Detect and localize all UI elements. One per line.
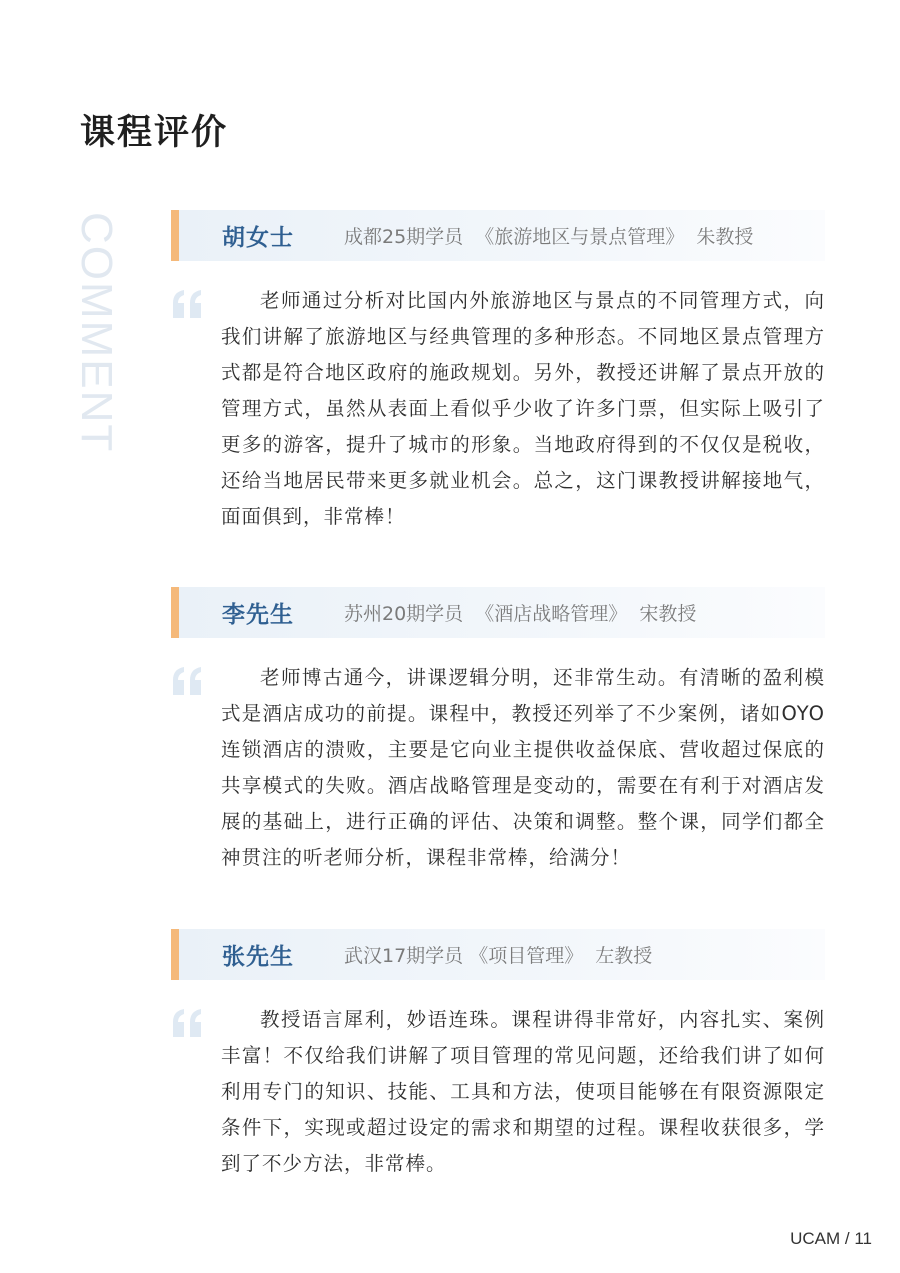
student-name: 胡女士 (222, 225, 294, 251)
comment-body (171, 660, 825, 876)
side-watermark-text: COMMENT (72, 212, 121, 454)
comment-text: 教授语言犀利，妙语连珠。课程讲得非常好，内容扎实、案例丰富！不仅给我们讲解了项目管理的常见问题，还给我们讲了如何利用专门的知识、技能、工具和方法，使项目能够在有限资源限定条件下，实现或超过设定的需求和期望的过程。课程收获很多，学到了不少方法，非常棒。 (221, 1008, 825, 1175)
page-number: UCAM / 11 (790, 1229, 872, 1248)
comment-card (171, 587, 825, 876)
comment-header (171, 929, 825, 980)
comment-card (171, 210, 825, 535)
quote-icon (171, 1008, 205, 1038)
student-course-info: 武汉17期学员 《项目管理》 左教授 (344, 945, 653, 967)
student-course-info: 成都25期学员 《旅游地区与景点管理》 朱教授 (344, 226, 754, 248)
comment-card (171, 929, 825, 1182)
quote-icon (171, 289, 205, 319)
student-name: 张先生 (222, 944, 294, 970)
comment-header (171, 587, 825, 638)
quote-icon (171, 666, 205, 696)
comment-text: 老师通过分析对比国内外旅游地区与景点的不同管理方式，向我们讲解了旅游地区与经典管理的多种形态。不同地区景点管理方式都是符合地区政府的施政规划。另外，教授还讲解了景点开放的管理方式，虽然从表面上看似乎少收了许多门票，但实际上吸引了更多的游客，提升了城市的形象。当地政府得到的不仅仅是税收，还给当地居民带来更多就业机会。总之，这门课教授讲解接地气，面面俱到，非常棒！ (221, 289, 825, 528)
comment-body (171, 1002, 825, 1182)
student-course-info: 苏州20期学员 《酒店战略管理》 宋教授 (344, 603, 697, 625)
comment-text: 老师博古通今，讲课逻辑分明，还非常生动。有清晰的盈利模式是酒店成功的前提。课程中，教授还列举了不少案例，诸如OYO连锁酒店的溃败，主要是它向业主提供收益保底、营收超过保底的共享模式的失败。酒店战略管理是变动的，需要在有利于对酒店发展的基础上，进行正确的评估、决策和调整。整个课，同学们都全神贯注的听老师分析，课程非常棒，给满分！ (221, 666, 825, 869)
student-name: 李先生 (222, 602, 294, 628)
comment-header (171, 210, 825, 261)
page-title: 课程评价 (80, 113, 229, 153)
comment-body (171, 283, 825, 535)
